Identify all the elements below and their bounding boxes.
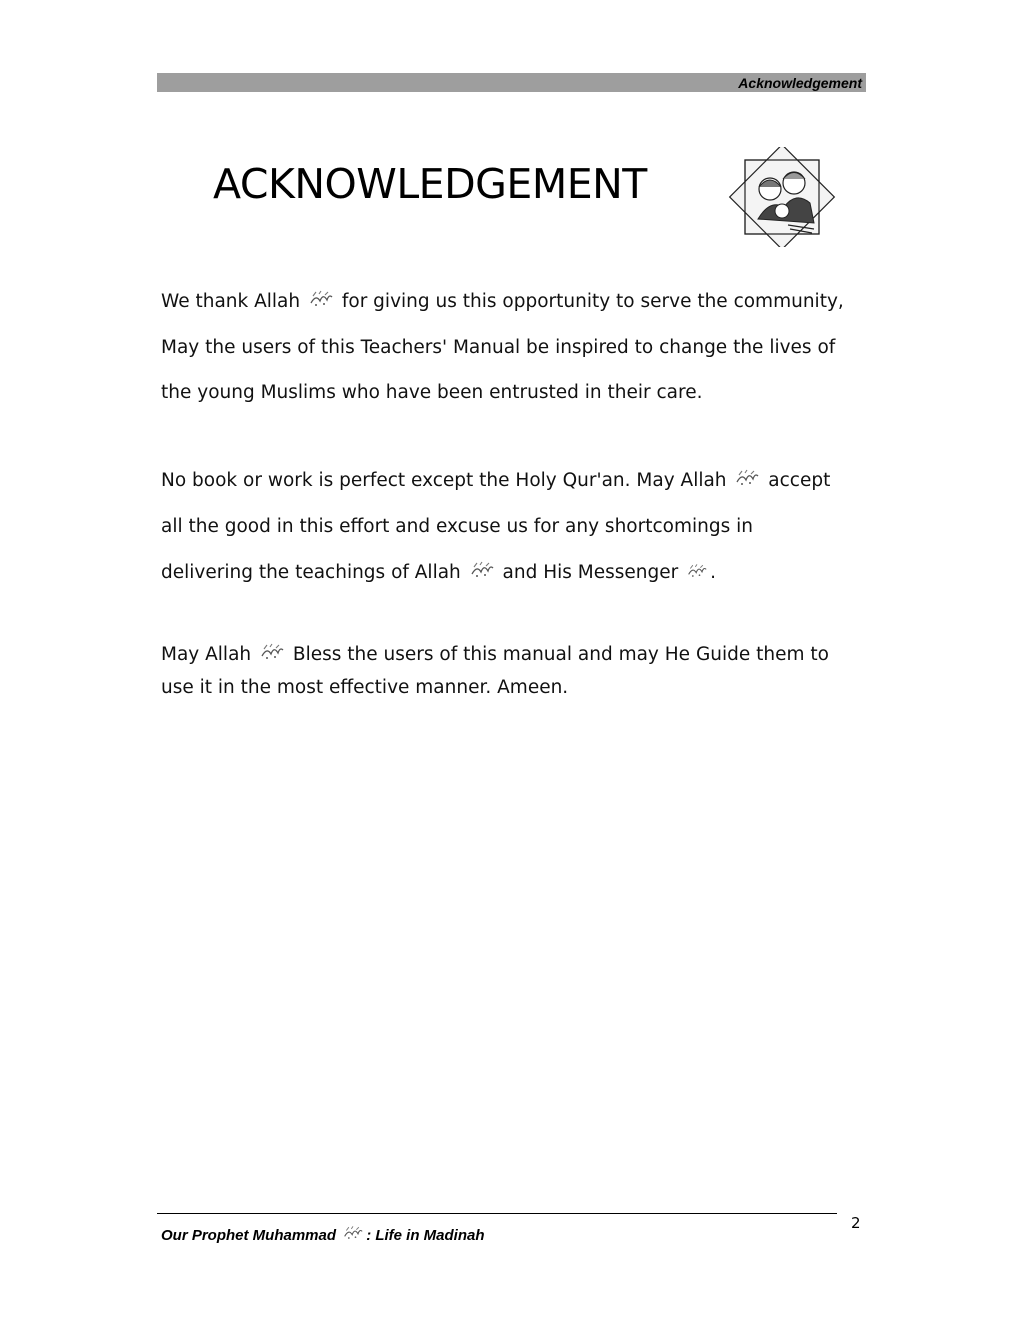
- prophet-honorific-calligraphy-icon: [687, 563, 707, 579]
- paragraph-3: May Allah Bless the users of this manual and may He Guide them to use it in the most effective manner. Ameen.: [161, 644, 829, 698]
- page-title: ACKNOWLEDGEMENT: [213, 160, 647, 208]
- running-header: [157, 73, 866, 92]
- honorific-calligraphy-icon: [735, 469, 759, 487]
- honorific-calligraphy-icon: [309, 290, 333, 308]
- running-header-title: Acknowledgement: [738, 75, 862, 91]
- paragraph-1: We thank Allah for giving us this opportunity to serve the community, May the users of this Teachers' Manual be inspired to change the lives of the young Muslims who have been entrusted in their care.: [161, 291, 844, 403]
- footer-book-title: Our Prophet Muhammad : Life in Madinah: [161, 1227, 485, 1244]
- prophet-honorific-calligraphy-icon: [343, 1225, 363, 1241]
- honorific-calligraphy-icon: [470, 561, 494, 579]
- page-number: 2: [851, 1214, 861, 1232]
- footer-rule: [157, 1213, 837, 1214]
- paragraph-2: No book or work is perfect except the Holy Qur'an. May Allah accept all the good in this effort and excuse us for any shortcomings in delivering the teachings of Allah and His Messenger .: [161, 470, 831, 583]
- honorific-calligraphy-icon: [260, 643, 284, 661]
- children-star-emblem-icon: [718, 147, 846, 247]
